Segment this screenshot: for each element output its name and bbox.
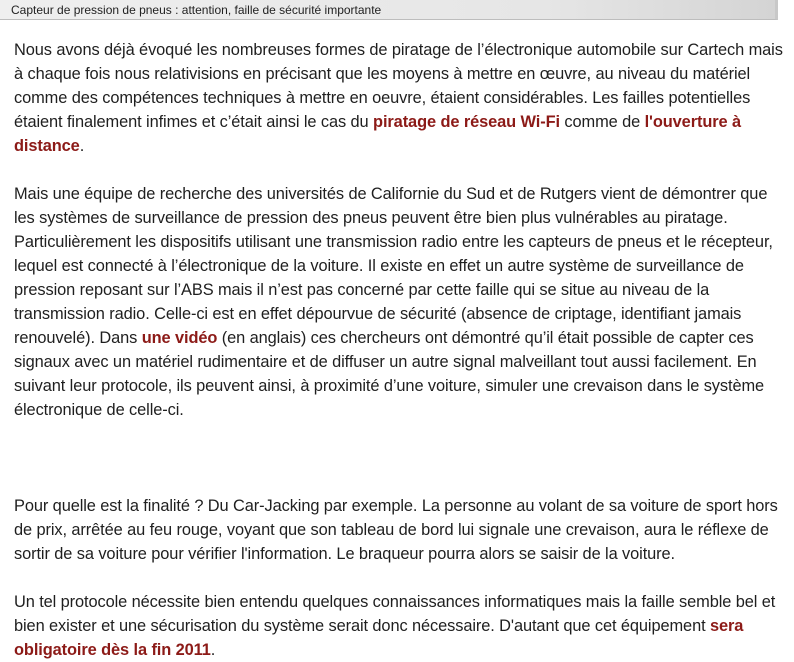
link-remote-opening[interactable]: l'ouverture à distance: [14, 113, 742, 155]
link-video[interactable]: une vidéo: [141, 329, 218, 347]
paragraph-3-text-1: Pour quelle est la finalité ? Du Car-Jacking par exemple. La personne au volant de sa voiture de sport hors de prix, arrêtée au feu rouge, voyant que son tableau de bord lui signale une crevaison, aura le réflexe de sortir de sa voiture pour vérifier l'information. Le braqueur pourra alors se saisir de la voiture.: [14, 497, 778, 563]
paragraph-2-text-2: (en anglais) ces chercheurs ont démontré qu’il était possible de capter ces signaux avec un matériel rudimentaire et de diffuser un autre signal malveillant tout aussi facilement. En suivant leur protocole, ils peuvent ainsi, à proximité d’une voiture, simuler une crevaison dans le système électronique de celle-ci.: [14, 329, 765, 419]
paragraph-4: [14, 590, 789, 662]
article-title: Capteur de pression de pneus : attention, faille de sécurité importante: [11, 3, 382, 17]
paragraph-1: [14, 38, 789, 158]
link-wifi-hacking[interactable]: piratage de réseau Wi-Fi: [373, 113, 560, 131]
article-body: [14, 38, 789, 662]
paragraph-2-text-1: Mais une équipe de recherche des universités de Californie du Sud et de Rutgers vient de démontrer que les systèmes de surveillance de pression des pneus peuvent être bien plus vulnérables au piratage. Particulièrement les dispositifs utilisant une transmission radio entre les capteurs de pneus et le récepteur, lequel est connecté à l’électronique de la voiture. Il existe en effet un autre système de surveillance de pression reposant sur l’ABS mais il n’est pas concerné par cette faille qui se situe au niveau de la transmission radio. Celle-ci est en effet dépourvue de sécurité (absence de criptage, identifiant jamais renouvelé). Dans: [14, 185, 773, 347]
paragraph-1-text-1: Nous avons déjà évoqué les nombreuses formes de piratage de l’électronique automobile sur Cartech mais à chaque fois nous relativisions en précisant que les moyens à mettre en œuvre, au niveau du matériel comme des compétences techniques à mettre en oeuvre, étaient considérables. Les failles potentielles étaient finalement infimes et c’était ainsi le cas du: [14, 41, 783, 131]
paragraph-4-text-2: .: [210, 641, 216, 659]
paragraph-2: [14, 182, 789, 422]
paragraph-1-text-3: .: [79, 137, 85, 155]
paragraph-3: [14, 494, 789, 566]
article-title-bar: [0, 0, 778, 20]
paragraph-1-text-2: comme de: [559, 113, 645, 131]
link-mandatory-2011[interactable]: sera obligatoire dès la fin 2011: [14, 617, 744, 659]
paragraph-4-text-1: Un tel protocole nécessite bien entendu quelques connaissances informatiques mais la faille semble bel et bien exister et une sécurisation du système serait donc nécessaire. D'autant que cet équipement: [14, 593, 776, 635]
